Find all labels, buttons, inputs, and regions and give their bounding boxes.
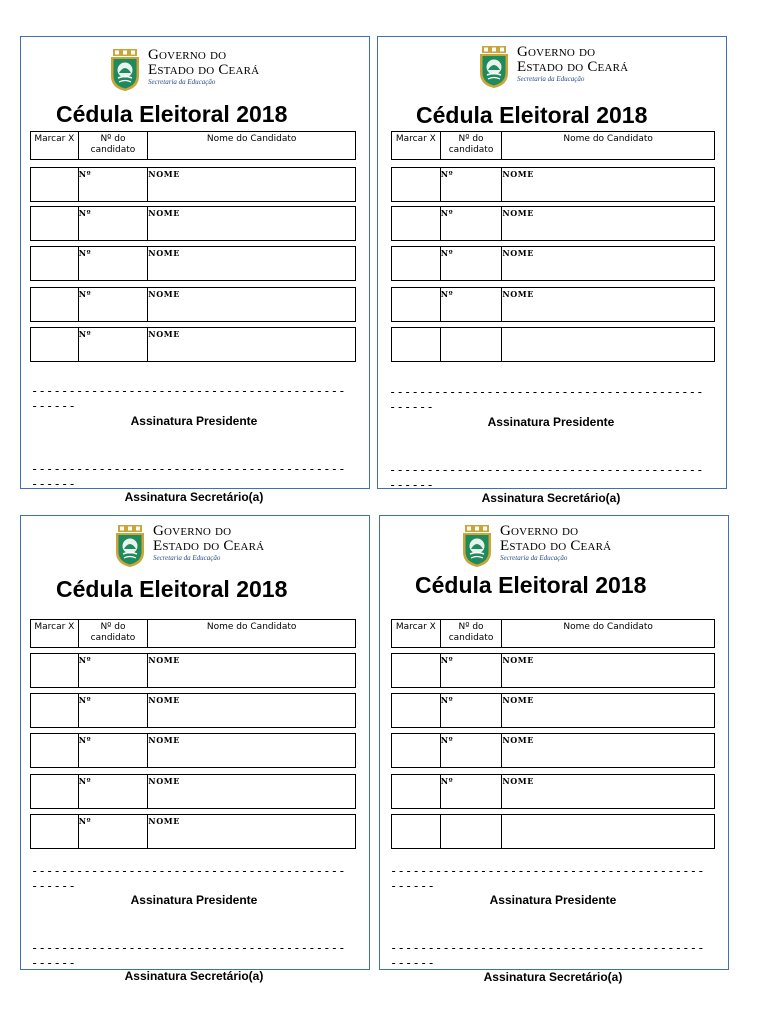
candidate-number-cell[interactable]: Nº xyxy=(78,815,148,848)
column-header-number: Nº do candidato xyxy=(78,132,148,159)
state-crest-icon xyxy=(113,524,147,568)
mark-checkbox-cell[interactable] xyxy=(31,207,78,240)
candidate-row xyxy=(391,814,715,849)
column-header-number: Nº do candidato xyxy=(440,620,502,647)
secretary-signature-line[interactable]: ------------------------------------------ ------ xyxy=(389,463,704,492)
candidate-name-cell[interactable]: NOME xyxy=(147,168,355,201)
president-signature-label: Assinatura Presidente xyxy=(487,415,615,429)
mark-checkbox-cell[interactable] xyxy=(31,775,78,808)
candidate-name-cell[interactable]: NOME xyxy=(147,247,355,280)
secretary-signature-label: Assinatura Secretário(a) xyxy=(481,491,621,505)
candidate-number-cell[interactable]: Nº xyxy=(78,168,148,201)
candidate-name-cell[interactable]: NOME xyxy=(501,247,714,280)
candidate-number-cell[interactable]: Nº xyxy=(440,694,502,727)
secretary-signature-line[interactable]: ------------------------------------------ ------ xyxy=(31,941,346,970)
column-header-mark: Marcar X xyxy=(34,622,75,632)
candidate-name-cell[interactable] xyxy=(501,328,714,361)
candidate-number-cell[interactable]: Nº xyxy=(78,247,148,280)
state-crest-icon xyxy=(108,48,142,92)
mark-checkbox-cell[interactable] xyxy=(31,328,78,361)
column-header-mark: Marcar X xyxy=(395,622,436,632)
candidate-number-cell[interactable]: Nº xyxy=(440,654,502,687)
candidate-number-cell[interactable]: Nº xyxy=(440,734,502,767)
mark-checkbox-cell[interactable] xyxy=(392,328,440,361)
candidate-row xyxy=(391,206,715,241)
candidate-name-cell[interactable]: NOME xyxy=(147,775,355,808)
candidate-row xyxy=(30,653,356,688)
column-header-name: Nome do Candidato xyxy=(501,620,714,647)
candidate-row xyxy=(391,774,715,809)
secretary-signature-line[interactable]: ------------------------------------------ ------ xyxy=(31,462,346,491)
mark-checkbox-cell[interactable] xyxy=(392,247,440,280)
mark-checkbox-cell[interactable] xyxy=(31,815,78,848)
column-header-number: Nº do candidato xyxy=(78,620,148,647)
mark-checkbox-cell[interactable] xyxy=(392,654,440,687)
president-signature-line[interactable]: ------------------------------------------ ------ xyxy=(389,385,704,414)
secretary-signature-label: Assinatura Secretário(a) xyxy=(483,970,623,984)
candidate-row xyxy=(30,206,356,241)
candidate-row xyxy=(391,287,715,322)
candidate-name-cell[interactable]: NOME xyxy=(147,654,355,687)
mark-checkbox-cell[interactable] xyxy=(31,734,78,767)
logo-line-governo: Governo do xyxy=(153,523,232,539)
candidate-row xyxy=(30,246,356,281)
candidate-row xyxy=(391,167,715,202)
logo-line-estado: Estado do Ceará xyxy=(500,538,612,554)
candidate-number-cell[interactable]: Nº xyxy=(440,247,502,280)
mark-checkbox-cell[interactable] xyxy=(392,775,440,808)
candidate-row xyxy=(30,774,356,809)
president-signature-label: Assinatura Presidente xyxy=(489,893,617,907)
logo-line-estado: Estado do Ceará xyxy=(148,62,260,78)
candidate-number-cell[interactable] xyxy=(440,815,502,848)
candidate-number-cell[interactable]: Nº xyxy=(78,328,148,361)
logo-line-estado: Estado do Ceará xyxy=(153,538,265,554)
mark-checkbox-cell[interactable] xyxy=(392,168,440,201)
candidate-name-cell[interactable]: NOME xyxy=(501,654,714,687)
mark-checkbox-cell[interactable] xyxy=(392,734,440,767)
column-header-name: Nome do Candidato xyxy=(147,620,355,647)
mark-checkbox-cell[interactable] xyxy=(392,288,440,321)
logo-line-governo: Governo do xyxy=(500,523,579,539)
candidate-name-cell[interactable]: NOME xyxy=(501,694,714,727)
candidate-row xyxy=(30,167,356,202)
logo-line-secretaria: Secretaria da Educação xyxy=(153,554,221,562)
mark-checkbox-cell[interactable] xyxy=(392,815,440,848)
column-header-name: Nome do Candidato xyxy=(501,132,714,159)
candidate-row xyxy=(391,693,715,728)
government-logo xyxy=(108,48,259,92)
candidate-name-cell[interactable]: NOME xyxy=(147,815,355,848)
mark-checkbox-cell[interactable] xyxy=(392,207,440,240)
candidate-row xyxy=(391,327,715,362)
mark-checkbox-cell[interactable] xyxy=(392,694,440,727)
secretary-signature-label: Assinatura Secretário(a) xyxy=(124,969,264,983)
column-header-mark: Marcar X xyxy=(34,134,75,144)
column-header-name: Nome do Candidato xyxy=(147,132,355,159)
secretary-signature-label: Assinatura Secretário(a) xyxy=(124,490,264,504)
candidate-name-cell[interactable]: NOME xyxy=(501,734,714,767)
candidate-row xyxy=(30,733,356,768)
column-header-number: Nº do candidato xyxy=(440,132,502,159)
candidate-number-cell[interactable]: Nº xyxy=(78,694,148,727)
candidate-row xyxy=(391,653,715,688)
candidate-name-cell[interactable]: NOME xyxy=(147,328,355,361)
candidate-number-cell[interactable]: Nº xyxy=(78,654,148,687)
candidate-name-cell[interactable]: NOME xyxy=(147,734,355,767)
government-logo xyxy=(477,45,628,89)
candidate-row xyxy=(30,693,356,728)
ballot-title: Cédula Eleitoral 2018 xyxy=(56,101,288,127)
candidate-row xyxy=(391,246,715,281)
secretary-signature-line[interactable]: ------------------------------------------ ------ xyxy=(390,941,705,970)
mark-checkbox-cell[interactable] xyxy=(31,694,78,727)
candidates-table-header xyxy=(391,619,715,648)
logo-line-governo: Governo do xyxy=(148,47,227,63)
president-signature-line[interactable]: ------------------------------------------ ------ xyxy=(31,864,346,893)
president-signature-label: Assinatura Presidente xyxy=(130,893,258,907)
candidate-name-cell[interactable]: NOME xyxy=(147,207,355,240)
candidate-number-cell[interactable] xyxy=(440,328,502,361)
candidate-number-cell[interactable]: Nº xyxy=(78,775,148,808)
column-header-mark: Marcar X xyxy=(395,134,436,144)
logo-line-estado: Estado do Ceará xyxy=(517,59,629,75)
mark-checkbox-cell[interactable] xyxy=(31,288,78,321)
ballot-title: Cédula Eleitoral 2018 xyxy=(56,576,288,602)
candidate-row xyxy=(30,287,356,322)
president-signature-label: Assinatura Presidente xyxy=(130,414,258,428)
logo-line-secretaria: Secretaria da Educação xyxy=(148,78,216,86)
candidates-table-header xyxy=(391,131,715,160)
candidate-number-cell[interactable]: Nº xyxy=(440,775,502,808)
candidate-number-cell[interactable]: Nº xyxy=(78,288,148,321)
state-crest-icon xyxy=(460,524,494,568)
candidate-number-cell[interactable]: Nº xyxy=(78,207,148,240)
candidate-number-cell[interactable]: Nº xyxy=(440,168,502,201)
logo-line-secretaria: Secretaria da Educação xyxy=(517,75,585,83)
candidate-name-cell[interactable]: NOME xyxy=(501,288,714,321)
candidate-name-cell[interactable]: NOME xyxy=(501,775,714,808)
mark-checkbox-cell[interactable] xyxy=(31,247,78,280)
candidate-row xyxy=(30,327,356,362)
candidates-table-header xyxy=(30,131,356,160)
candidate-number-cell[interactable]: Nº xyxy=(440,288,502,321)
mark-checkbox-cell[interactable] xyxy=(31,654,78,687)
candidate-name-cell[interactable]: NOME xyxy=(147,694,355,727)
logo-line-secretaria: Secretaria da Educação xyxy=(500,554,568,562)
ballot-title: Cédula Eleitoral 2018 xyxy=(415,572,647,598)
candidate-name-cell[interactable]: NOME xyxy=(147,288,355,321)
government-logo xyxy=(460,524,611,568)
candidate-name-cell[interactable]: NOME xyxy=(501,207,714,240)
candidate-number-cell[interactable]: Nº xyxy=(78,734,148,767)
ballot-title: Cédula Eleitoral 2018 xyxy=(416,102,648,128)
logo-line-governo: Governo do xyxy=(517,44,596,60)
state-crest-icon xyxy=(477,45,511,89)
candidates-table-header xyxy=(30,619,356,648)
candidate-number-cell[interactable]: Nº xyxy=(440,207,502,240)
government-logo xyxy=(113,524,264,568)
candidate-row xyxy=(30,814,356,849)
candidate-name-cell[interactable]: NOME xyxy=(501,168,714,201)
candidate-row xyxy=(391,733,715,768)
mark-checkbox-cell[interactable] xyxy=(31,168,78,201)
president-signature-line[interactable]: ------------------------------------------ ------ xyxy=(31,384,346,413)
president-signature-line[interactable]: ------------------------------------------ ------ xyxy=(390,864,705,893)
candidate-name-cell[interactable] xyxy=(501,815,714,848)
